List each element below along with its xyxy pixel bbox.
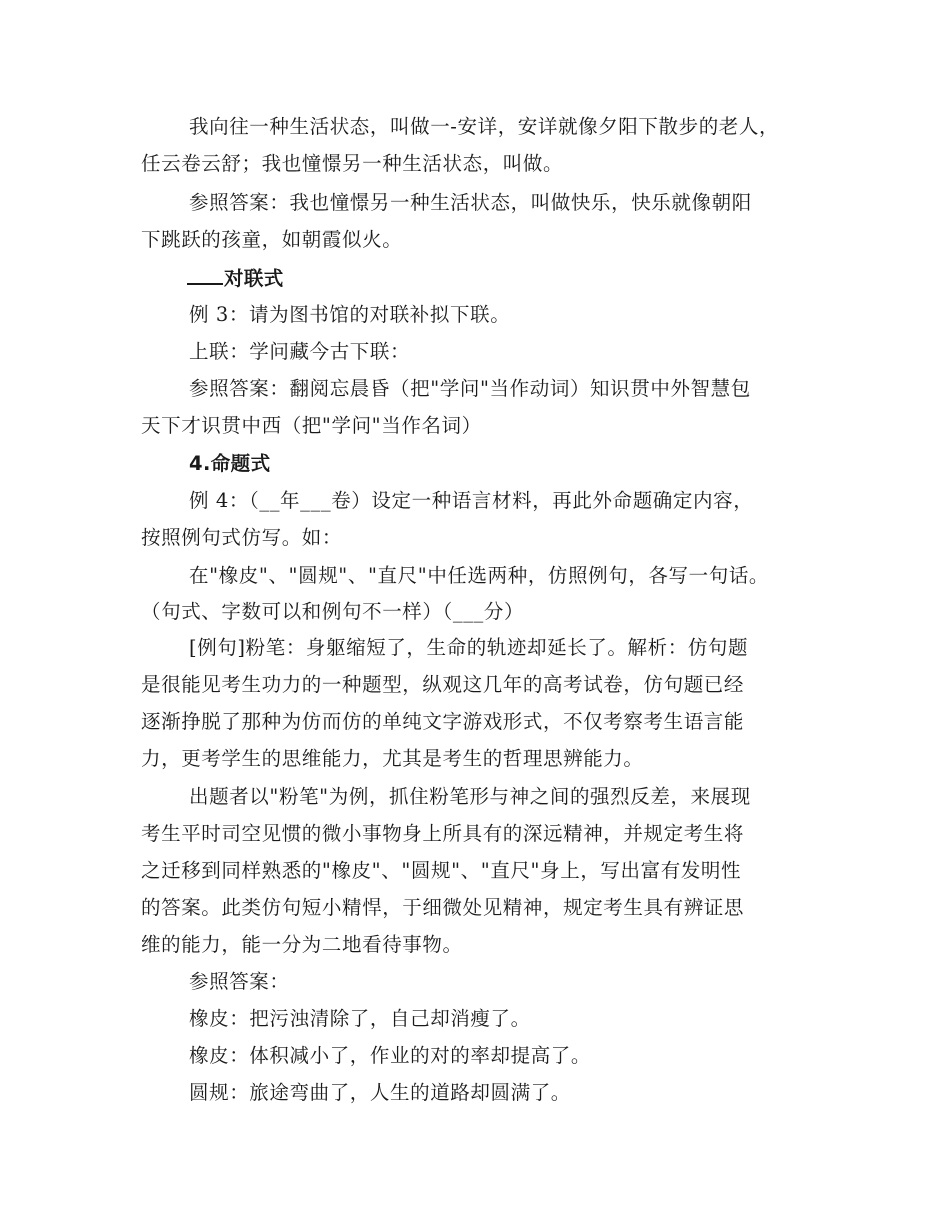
example-line: 按照例句式仿写。如： (141, 526, 343, 549)
section-heading-text: 对联式 (224, 267, 284, 290)
answer-line: 下跳跃的孩童，如朝霞似火。 (141, 228, 403, 251)
answer-label: 参照答案： (189, 970, 290, 993)
paragraph-line: 我向往一种生活状态，叫做一-安详，安详就像夕阳下散步的老人， (189, 115, 780, 138)
example-line: 例 3：请为图书馆的对联补拟下联。 (189, 303, 511, 326)
paragraph-line: 的答案。此类仿句短小精悍，于细微处见精神，规定考生具有辨证思 (141, 896, 745, 919)
heading-number-blank (187, 263, 223, 285)
paragraph-line: 之迁移到同样熟悉的"橡皮"、"圆规"、"直尺"身上，写出富有发明性 (141, 859, 742, 882)
answer-line: 橡皮：把污浊清除了，自己却消瘦了。 (189, 1007, 531, 1030)
paragraph-line: 是很能见考生功力的一种题型，纵观这几年的高考试卷，仿句题已经 (141, 673, 745, 696)
answer-line: 参照答案：翻阅忘晨昏（把"学问"当作动词）知识贯中外智慧包 (189, 377, 751, 400)
paragraph-line: 任云卷云舒；我也憧憬另一种生活状态，叫做。 (141, 152, 564, 175)
example-line: 例 4：（__年___卷）设定一种语言材料，再此外命题确定内容， (189, 489, 754, 512)
paragraph-line: 力，更考学生的思维能力，尤其是考生的哲理思辨能力。 (141, 747, 644, 770)
section-heading-couplet (187, 263, 284, 293)
paragraph-line: [例句]粉笔：身躯缩短了，生命的轨迹却延长了。解析：仿句题 (189, 636, 749, 659)
question-line: （句式、字数可以和例句不一样）（___分） (141, 600, 525, 623)
paragraph-line: 逐渐挣脱了那种为仿而仿的单纯文字游戏形式，不仅考察考生语言能 (141, 710, 745, 733)
answer-line: 圆规：旅途弯曲了，人生的道路却圆满了。 (189, 1081, 571, 1104)
example-line: 上联：学问藏今古下联： (189, 340, 411, 363)
answer-line: 天下才识贯中西（把"学问"当作名词） (141, 414, 482, 437)
paragraph-line: 出题者以"粉笔"为例，抓住粉笔形与神之间的强烈反差，来展现 (189, 785, 751, 808)
paragraph-line: 维的能力，能一分为二地看待事物。 (141, 933, 463, 956)
answer-line: 橡皮：体积减小了，作业的对的率却提高了。 (189, 1044, 592, 1067)
question-line: 在"橡皮"、"圆规"、"直尺"中任选两种，仿照例句，各写一句话。 (189, 564, 770, 587)
answer-line: 参照答案：我也憧憬另一种生活状态，叫做快乐，快乐就像朝阳 (189, 191, 752, 214)
paragraph-line: 考生平时司空见惯的微小事物身上所具有的深远精神，并规定考生将 (141, 822, 745, 845)
section-heading-proposition: 4.命题式 (189, 452, 271, 475)
